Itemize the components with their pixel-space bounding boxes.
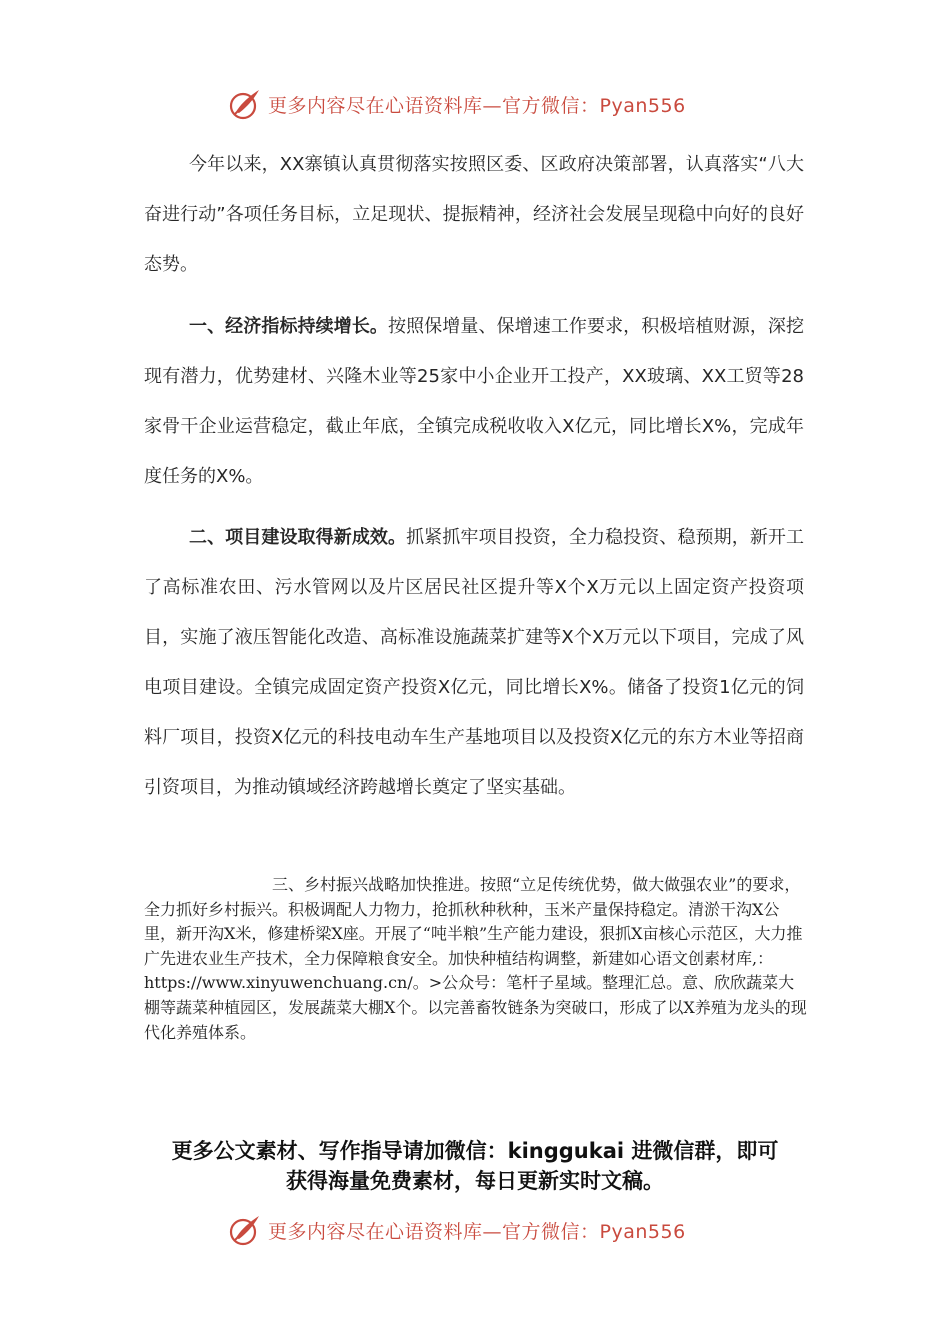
section-1-heading: 一、经济指标持续增长。 (189, 316, 388, 337)
footer-banner-text: 更多内容尽在心语资料库—官方微信：Pyan556 (268, 1220, 686, 1243)
section-2-heading: 二、项目建设取得新成效。 (189, 527, 407, 548)
intro-paragraph: 今年以来，XX寨镇认真贯彻落实按照区委、区政府决策部署，认真落实“八大奋进行动”各项任务目标，立足现状、提振精神，经济社会发展呈现稳中向好的良好态势。 (144, 154, 804, 275)
quill-pen-logo-icon (228, 87, 262, 121)
promo-line-1: 更多公文素材、写作指导请加微信：kinggukai 进微信群，即可 (171, 1139, 779, 1163)
section-1-body: 按照保增量、保增速工作要求，积极培植财源，深挖现有潜力，优势建材、兴隆木业等25家中小企业开工投产，XX玻璃、XX工贸等28家骨干企业运营稳定，截止年底，全镇完成税收收入X亿元，同比增长X%，完成年度任务的X%。 (144, 316, 804, 487)
section-3-paragraph (144, 873, 808, 1045)
promo-line-2: 获得海量免费素材，每日更新实时文稿。 (286, 1169, 664, 1193)
header-banner-wechat-id: Pyan556 (599, 94, 686, 117)
promo-notice (140, 1136, 810, 1196)
footer-banner (228, 1212, 686, 1248)
section-2-body: 抓紧抓牢项目投资，全力稳投资、稳预期，新开工了高标准农田、污水管网以及片区居民社区提升等X个X万元以上固定资产投资项目，实施了液压智能化改造、高标准设施蔬菜扩建等X个X万元以下项目，完成了风电项目建设。全镇完成固定资产投资X亿元，同比增长X%。储备了投资1亿元的饲料厂项目，投资X亿元的科技电动车生产基地项目以及投资X亿元的东方木业等招商引资项目，为推动镇域经济跨越增长奠定了坚实基础。 (144, 527, 805, 798)
header-banner-text: 更多内容尽在心语资料库—官方微信：Pyan556 (268, 94, 686, 117)
section-3-text: 三、乡村振兴战略加快推进。按照“立足传统优势，做大做强农业”的要求，全力抓好乡村振兴。积极调配人力物力，抢抓秋种秋种，玉米产量保持稳定。清淤干沟X公里，新开沟X米，修建桥梁X座。开展了“吨半粮”生产能力建设，狠抓X亩核心示范区，大力推广先进农业生产技术，全力保障粮食安全。加快种植结构调整，新建如心语文创素材库,：https://www.xinyuwenchuang.cn/。>公众号：笔杆子星域。整理汇总。意、欣欣蔬菜大棚等蔬菜种植园区，发展蔬菜大棚X个。以完善畜牧链条为突破口，形成了以X养殖为龙头的现代化养殖体系。 (144, 875, 807, 1042)
quill-pen-logo-icon (228, 1213, 262, 1247)
header-banner (228, 86, 686, 122)
section-1-paragraph (144, 302, 804, 502)
footer-banner-wechat-id: Pyan556 (599, 1220, 686, 1243)
section-2-paragraph (144, 513, 804, 813)
